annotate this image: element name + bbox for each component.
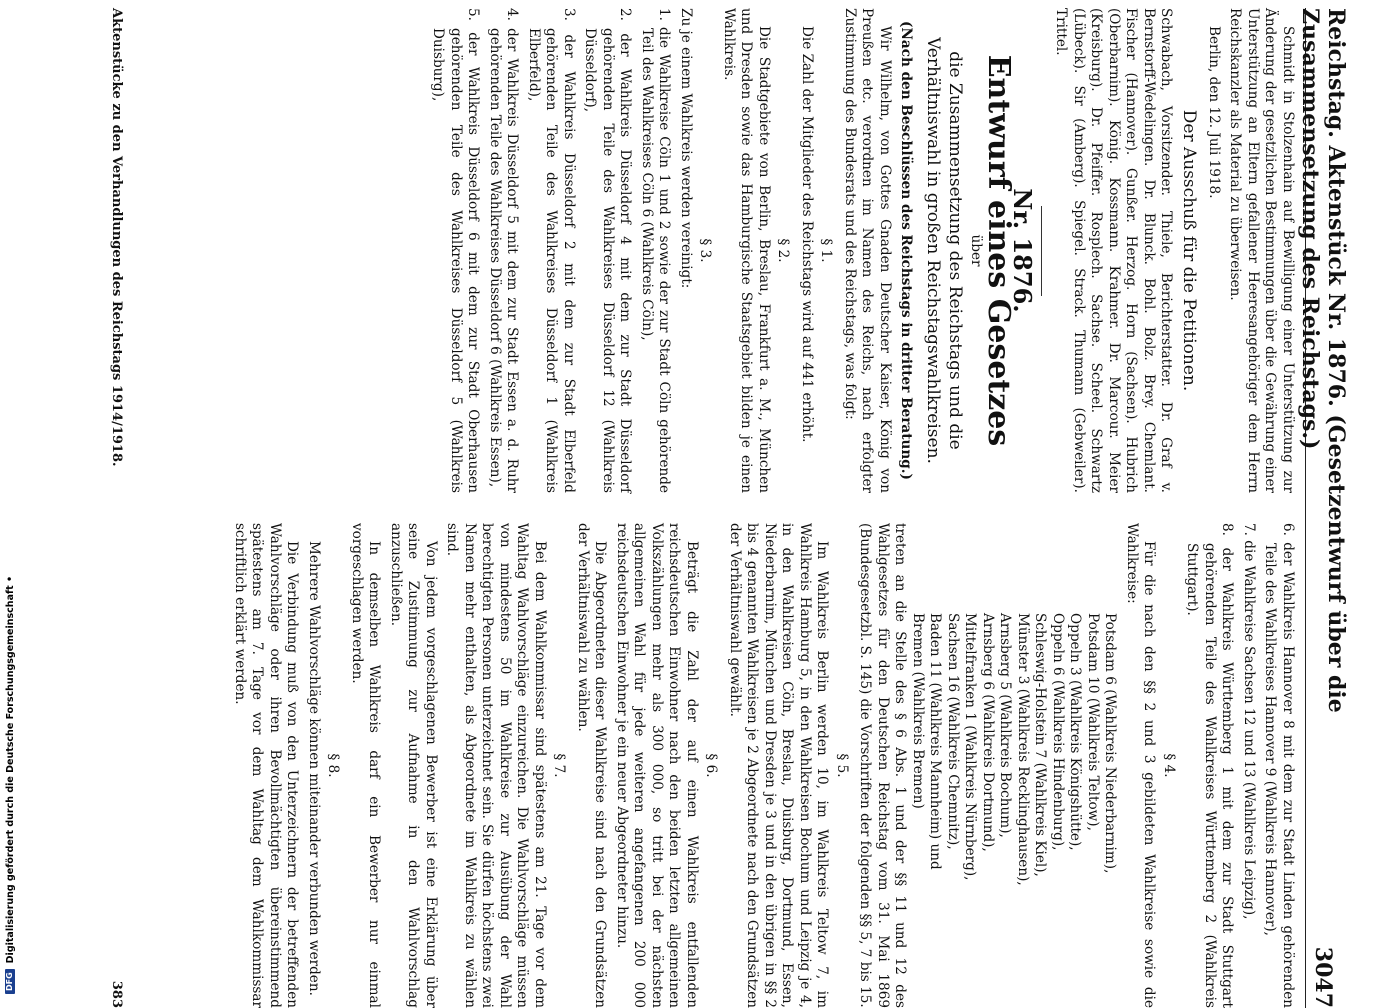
list-item: Potsdam 10 (Wahlkreis Teltow), [1085,613,1101,831]
list-item: 7. die Wahlkreise Sachsen 12 und 13 (Wahlkreis Leipzig), [1241,523,1257,920]
running-header [1297,8,1349,1008]
list-item: Baden 11 (Wahlkreis Mannheim) und [927,613,944,870]
section-4-intro: Für die nach den §§ 2 und 3 gebildeten Wahlkreise sowie die Wahlkreise: [1124,523,1158,1008]
section-8-text: Mehrere Wahlvorschläge können miteinander verbunden werden. [306,541,322,996]
dfg-logo: DFG [5,969,15,994]
list-item: 8. der Wahlkreis Württemberg 1 mit dem zur Stadt Stuttgart gehörenden Teile des Wahlkreises Württemberg 2 (Wahlkreis Stuttgart). [1184,523,1236,1008]
footer-source: Aktenstücke zu den Verhandlungen des Reichstags 1914/1918. [109,8,125,467]
preamble: Wir Wilhelm, von Gottes Gnaden Deutscher Kaiser, König von Preußen etc. verordnen im Namen des Reichs, nach erfolgter Zustimmung des Bundesrats und des Reichstags, was folgt: [842,8,893,493]
list-item: Arnsberg 6 (Wahlkreis Dortmund), [980,613,996,852]
section-7-heading: § 7. [551,753,568,778]
section-8-heading: § 8. [325,753,342,778]
list-item: 1. die Wahlkreise Cöln 1 und 2 sowie der zur Stadt Cöln gehörende Teil des Wahlkreises Cöln 6 (Wahlkreis Cöln), [639,8,673,493]
list-item: Sachsen 16 (Wahlkreis Chemnitz), [945,613,961,850]
list-item: 2. der Wahlkreis Düsseldorf 4 mit dem zur Stadt Düsseldorf gehörenden Teile des Wahlkreises Düsseldorf 12 (Wahlkreis Düsseldorf), [582,8,634,493]
document-subject: die Zusammensetzung des Reichstags und die Verhältniswahl in großen Reichstagswahlkreisen. [923,37,966,464]
list-item: Münster 3 (Wahlkreis Recklinghausen), [1015,613,1031,886]
section-6-heading: § 6. [703,753,720,778]
list-item: Potsdam 6 (Wahlkreis Niederbarnim), [1102,613,1119,874]
section-2-heading: § 2. [775,238,792,263]
section-5-text: Im Wahlkreis Berlin werden 10, im Wahlkreis Teltow 7, im Wahlkreis Hamburg 5, in den Wahlkreisen Bochum und Leipzig je 4, in den Wahlkreisen Cöln, Breslau, Duisburg, Dortmund, Essen, Niederbarnim, München und Dresden je 3 und in den übrigen in §§ 2 bis 4 genannten Wahlkreisen je 2 Abgeordnete nach den Grundsätzen der Verhältniswahl gewählt. [727,523,831,1008]
document-title: Entwurf eines Gesetzes [981,54,1017,447]
section-3-heading: § 3. [697,238,714,263]
list-item: Mittelfranken 1 (Wahlkreis Nürnberg), [962,613,979,881]
list-item: Oppeln 3 (Wahlkreis Königshütte), [1067,613,1084,851]
left-column [425,8,1296,493]
wahlkreis-list [909,523,1119,1008]
date-line: Berlin, den 12. Juli 1918. [1206,26,1222,199]
header-title: Reichstag. Aktenstück Nr. 1876. (Gesetzentwurf über die Zusammensetzung des Reichstags.) [1297,8,1349,713]
list-item: Arnsberg 5 (Wahlkreis Bochum), [997,613,1014,838]
section-4-heading: § 4. [1161,753,1177,778]
digitization-note [4,0,16,994]
section-7-text-3: In demselben Wahlkreis darf ein Bewerber nur einmal vorgeschlagen werden. [349,523,383,1008]
section-4-text: treten an die Stelle des § 6 Abs. 1 und der §§ 11 und 12 des Wahlgesetzes für den Deutschen Reichstag vom 31. Mai 1869 (Bundesgesetzbl. S. 145) die Vorschriften der folgenden §§ 5, 7 bis 15. [857,523,909,1008]
list-item: 6. der Wahlkreis Hannover 8 mit dem zur Stadt Linden gehörenden Teile des Wahlkreises Hannover 9 (Wahlkreis Hannover), [1262,523,1296,1008]
section-7-text-2: Von jedem vorgeschlagenen Bewerber ist eine Erklärung über seine Zustimmung zur Aufnahme in den Wahlvorschlag anzuschließen. [388,523,439,1008]
section-3-intro: Zu je einem Wahlkreis werden vereinigt: [678,8,694,289]
divider [1041,206,1042,296]
list-item: 4. der Wahlkreis Düsseldorf 5 mit dem zur Stadt Essen a. d. Ruhr gehörenden Teile des Wahlkreises Düsseldorf 6 (Wahlkreis Essen), [487,8,521,493]
digitization-text: Digitalisierung gefördert durch die Deutsche Forschungsgemeinschaft • [4,575,16,964]
list-item: 3. der Wahlkreis Düsseldorf 2 mit dem zur Stadt Elberfeld gehörenden Teile des Wahlkreises Düsseldorf 1 (Wahlkreis Elberfeld), [526,8,577,493]
page-number: 3047 [1310,946,1336,1008]
rotated-page [50,8,1349,1008]
list-item: Bremen (Wahlkreis Bremen) [910,613,926,809]
petition-text: Schmidt in Stolzenhain auf Bewilligung einer Unterstützung zur Änderung der gesetzlichen Bestimmungen über die Gewährung einer Unterstützung an Eltern gefallener Heeresangehöriger dem Herrn Reichskanzler als Material zu überweisen. [1227,8,1296,493]
right-column [227,523,1297,1008]
committee-members: Schwabach, Vorsitzender. Thiele, Berichterstatter. Dr. Graf v. Bernstorff-Wedelingen. Dr. Blunck. Bohl. Bolz. Brey. Chemlant. Fischer (Hannover). Gunßer. Herzog. Horn (Sachsen). Hubrich (Oberbarnim). König. Kossmann. Krahmer. Dr. Marcour. Meier (Kreisburg). Dr. Pfeiffer. Rosplech. Sachse. Scheel. Schwartz (Lübeck). Sir (Amberg). Spiegel. Strack. Thumann (Gebweiler). Trittel. [1053,8,1175,493]
footer-page-number: 383 [109,980,125,1008]
section-5-heading: § 5. [834,753,850,778]
committee-title: Der Ausschuß für die Petitionen. [1179,109,1200,392]
section-6-text-2: Die Abgeordneten dieser Wahlkreise sind nach den Grundsätzen der Verhältniswahl zu wählen. [575,523,609,1008]
document-sub-over: über [968,234,984,267]
list-item: 5. der Wahlkreis Düsseldorf 6 mit dem zur Stadt Oberhausen gehörenden Teile des Wahlkreises Düsseldorf 5 (Wahlkreis Duisburg), [430,8,482,493]
section-1-text: Die Zahl der Mitglieder des Reichstags wird auf 441 erhöht. [799,26,815,443]
section-8-text-2: Die Verbindung muß von den Unterzeichnern der betreffenden Wahlvorschläge oder ihren Bevollmächtigten übereinstimmend spätestens am 7. Tage vor dem Wahltag dem Wahlkommissar schriftlich erklärt werden. [232,523,301,1008]
section-2-text: Die Stadtgebiete von Berlin, Breslau, Frankfurt a. M., München und Dresden sowie das Hamburgische Staatsgebiet bilden je einen Wahlkreis. [721,8,772,493]
list-item: Schleswig-Holstein 7 (Wahlkreis Kiel), [1032,613,1049,877]
document-number: Nr. 1876. [1008,188,1037,313]
list-item: Oppeln 6 (Wahlkreis Hindenburg), [1050,613,1066,851]
reading-note: (Nach den Beschlüssen des Reichstags in dritter Beratung.) [898,21,915,480]
page-footer [104,8,130,1008]
section-7-text: Bei dem Wahlkommissar sind spätestens am 21. Tage vor dem Wahltag Wahlvorschläge einzureichen. Die Wahlvorschläge müssen von mindestens 50 im Wahlkreise zur Ausübung der Wahl berechtigten Personen unterzeichnet sein. Sie dürfen höchstens zwei Namen mehr enthalten, als Abgeordnete im Wahlkreis zu wählen sind. [444,523,548,1008]
section-6-text: Beträgt die Zahl der auf einen Wahlkreis entfallenden reichsdeutschen Einwohner nach den beiden letzten allgemeinen Volkszählungen mehr als 300 000, so tritt bei der nächsten allgemeinen Wahl für jede weiteren angefangenen 200 000 reichsdeutschen Einwohner je ein neuer Abgeordneter hinzu. [614,523,700,1008]
section-1-heading: § 1. [818,238,835,263]
